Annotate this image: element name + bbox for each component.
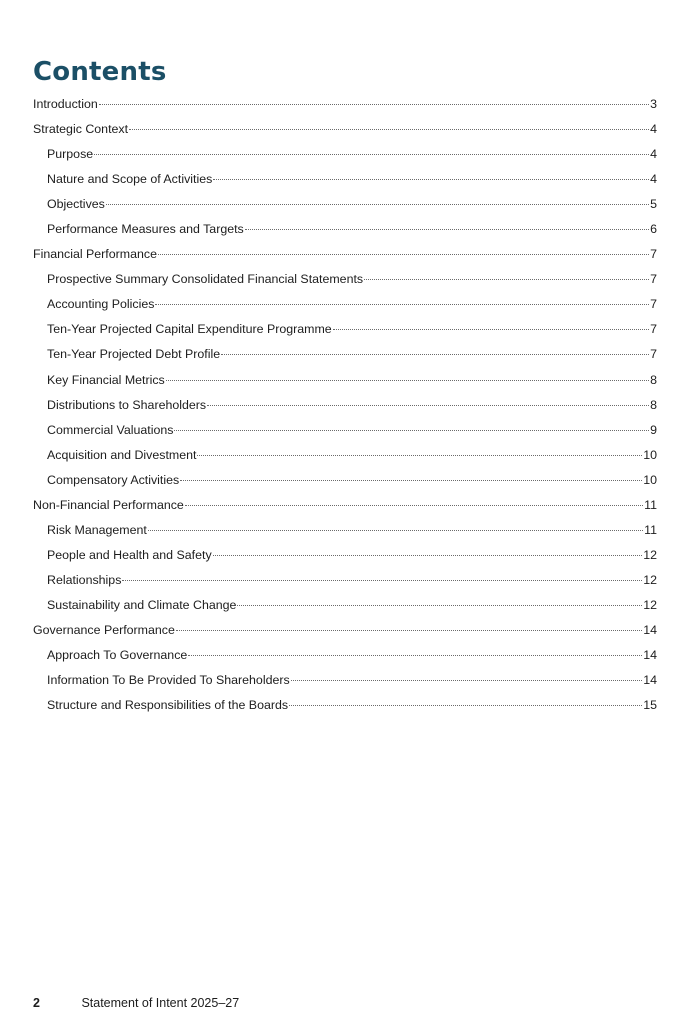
- dot-leader: [289, 705, 642, 706]
- toc-entry[interactable]: [33, 368, 657, 393]
- toc-entry-page-number: 9: [650, 422, 657, 437]
- dot-leader: [155, 304, 649, 305]
- toc-entry[interactable]: [33, 192, 657, 217]
- toc-entry-label: Distributions to Shareholders: [47, 397, 207, 412]
- toc-entry-page-number: 10: [643, 447, 657, 462]
- dot-leader: [221, 354, 649, 355]
- toc-entry[interactable]: [33, 668, 657, 693]
- dot-leader: [185, 505, 643, 506]
- dot-leader: [122, 580, 642, 581]
- dot-leader: [148, 530, 643, 531]
- page-footer: [33, 996, 239, 1010]
- toc-entry[interactable]: [33, 267, 657, 292]
- toc-entry-label: Structure and Responsibilities of the Boards: [47, 698, 289, 713]
- toc-entry[interactable]: [33, 92, 657, 117]
- dot-leader: [237, 605, 642, 606]
- toc-entry-label: Introduction: [33, 97, 98, 111]
- dot-leader: [207, 405, 649, 406]
- toc-entry-label: Commercial Valuations: [47, 422, 174, 437]
- toc-entry-label: Governance Performance: [33, 622, 175, 637]
- dot-leader: [213, 555, 643, 556]
- toc-entry-page-number: 8: [650, 372, 657, 387]
- toc-entry-label: Relationships: [47, 572, 122, 587]
- toc-entry-page-number: 11: [644, 497, 657, 512]
- dot-leader: [213, 179, 649, 180]
- toc-entry-page-number: 3: [650, 97, 657, 111]
- dot-leader: [180, 480, 642, 481]
- toc-entry-page-number: 11: [644, 522, 657, 537]
- dot-leader: [197, 455, 642, 456]
- toc-entry-label: Approach To Governance: [47, 648, 188, 663]
- toc-entry-page-number: 14: [643, 673, 657, 688]
- toc-entry-page-number: 5: [650, 197, 657, 212]
- toc-entry[interactable]: [33, 317, 657, 342]
- toc-entry[interactable]: [33, 393, 657, 418]
- toc-entry[interactable]: [33, 217, 657, 242]
- toc-entry[interactable]: [33, 167, 657, 192]
- toc-entry-page-number: 7: [650, 297, 657, 312]
- toc-entry-page-number: 12: [643, 572, 657, 587]
- toc-entry[interactable]: [33, 518, 657, 543]
- toc-entry-label: Performance Measures and Targets: [47, 222, 244, 237]
- dot-leader: [129, 129, 649, 130]
- toc-entry-page-number: 7: [650, 322, 657, 337]
- dot-leader: [166, 380, 649, 381]
- toc-entry-label: People and Health and Safety: [47, 547, 212, 562]
- dot-leader: [158, 254, 649, 255]
- toc-entry-page-number: 7: [650, 272, 657, 287]
- dot-leader: [99, 104, 649, 105]
- toc-entry-page-number: 4: [650, 147, 657, 162]
- toc-entry-label: Financial Performance: [33, 247, 157, 262]
- toc-entry-label: Accounting Policies: [47, 297, 155, 312]
- toc-entry[interactable]: [33, 117, 657, 142]
- toc-entry-page-number: 8: [650, 397, 657, 412]
- toc-entry-page-number: 4: [650, 172, 657, 187]
- page-title: Contents: [33, 57, 167, 87]
- toc-entry[interactable]: [33, 443, 657, 468]
- toc-entry-page-number: 6: [650, 222, 657, 237]
- toc-entry[interactable]: [33, 568, 657, 593]
- toc-entry-label: Non-Financial Performance: [33, 497, 184, 512]
- toc-entry-page-number: 4: [650, 122, 657, 137]
- toc-entry-page-number: 12: [643, 547, 657, 562]
- dot-leader: [333, 329, 649, 330]
- toc-entry[interactable]: [33, 468, 657, 493]
- toc-entry-label: Compensatory Activities: [47, 472, 180, 487]
- toc-entry[interactable]: [33, 418, 657, 443]
- toc-entry-page-number: 12: [643, 597, 657, 612]
- footer-document-title: Statement of Intent 2025–27: [81, 996, 240, 1010]
- dot-leader: [245, 229, 649, 230]
- toc-entry-label: Nature and Scope of Activities: [47, 172, 213, 187]
- toc-entry-page-number: 14: [643, 622, 657, 637]
- toc-entry[interactable]: [33, 493, 657, 518]
- dot-leader: [291, 680, 643, 681]
- toc-entry-label: Sustainability and Climate Change: [47, 597, 237, 612]
- toc-entry-label: Key Financial Metrics: [47, 372, 165, 387]
- toc-entry-label: Risk Management: [47, 522, 147, 537]
- toc-entry-page-number: 10: [643, 472, 657, 487]
- toc-entry[interactable]: [33, 292, 657, 317]
- footer-page-number: 2: [33, 996, 40, 1010]
- toc-entry-label: Information To Be Provided To Shareholders: [47, 673, 290, 688]
- toc-entry-label: Ten-Year Projected Debt Profile: [47, 347, 221, 362]
- dot-leader: [364, 279, 649, 280]
- toc-entry-label: Objectives: [47, 197, 105, 212]
- toc-entry-page-number: 7: [650, 247, 657, 262]
- dot-leader: [94, 154, 649, 155]
- toc-entry-page-number: 14: [643, 648, 657, 663]
- toc-entry[interactable]: [33, 543, 657, 568]
- toc-entry[interactable]: [33, 643, 657, 668]
- toc-entry-page-number: 7: [650, 347, 657, 362]
- toc-entry-label: Purpose: [47, 147, 94, 162]
- dot-leader: [176, 630, 642, 631]
- toc-entry[interactable]: [33, 618, 657, 643]
- toc-entry-page-number: 15: [643, 698, 657, 713]
- dot-leader: [188, 655, 642, 656]
- toc-entry[interactable]: [33, 342, 657, 367]
- toc-entry[interactable]: [33, 242, 657, 267]
- dot-leader: [174, 430, 649, 431]
- toc-entry[interactable]: [33, 693, 657, 718]
- toc-entry-label: Strategic Context: [33, 122, 129, 137]
- toc-entry-label: Ten-Year Projected Capital Expenditure Programme: [47, 322, 332, 337]
- toc-entry-label: Prospective Summary Consolidated Financial Statements: [47, 272, 364, 287]
- toc-entry[interactable]: [33, 142, 657, 167]
- toc-entry-label: Acquisition and Divestment: [47, 447, 197, 462]
- toc-entry[interactable]: [33, 593, 657, 618]
- table-of-contents: [33, 92, 657, 718]
- dot-leader: [106, 204, 649, 205]
